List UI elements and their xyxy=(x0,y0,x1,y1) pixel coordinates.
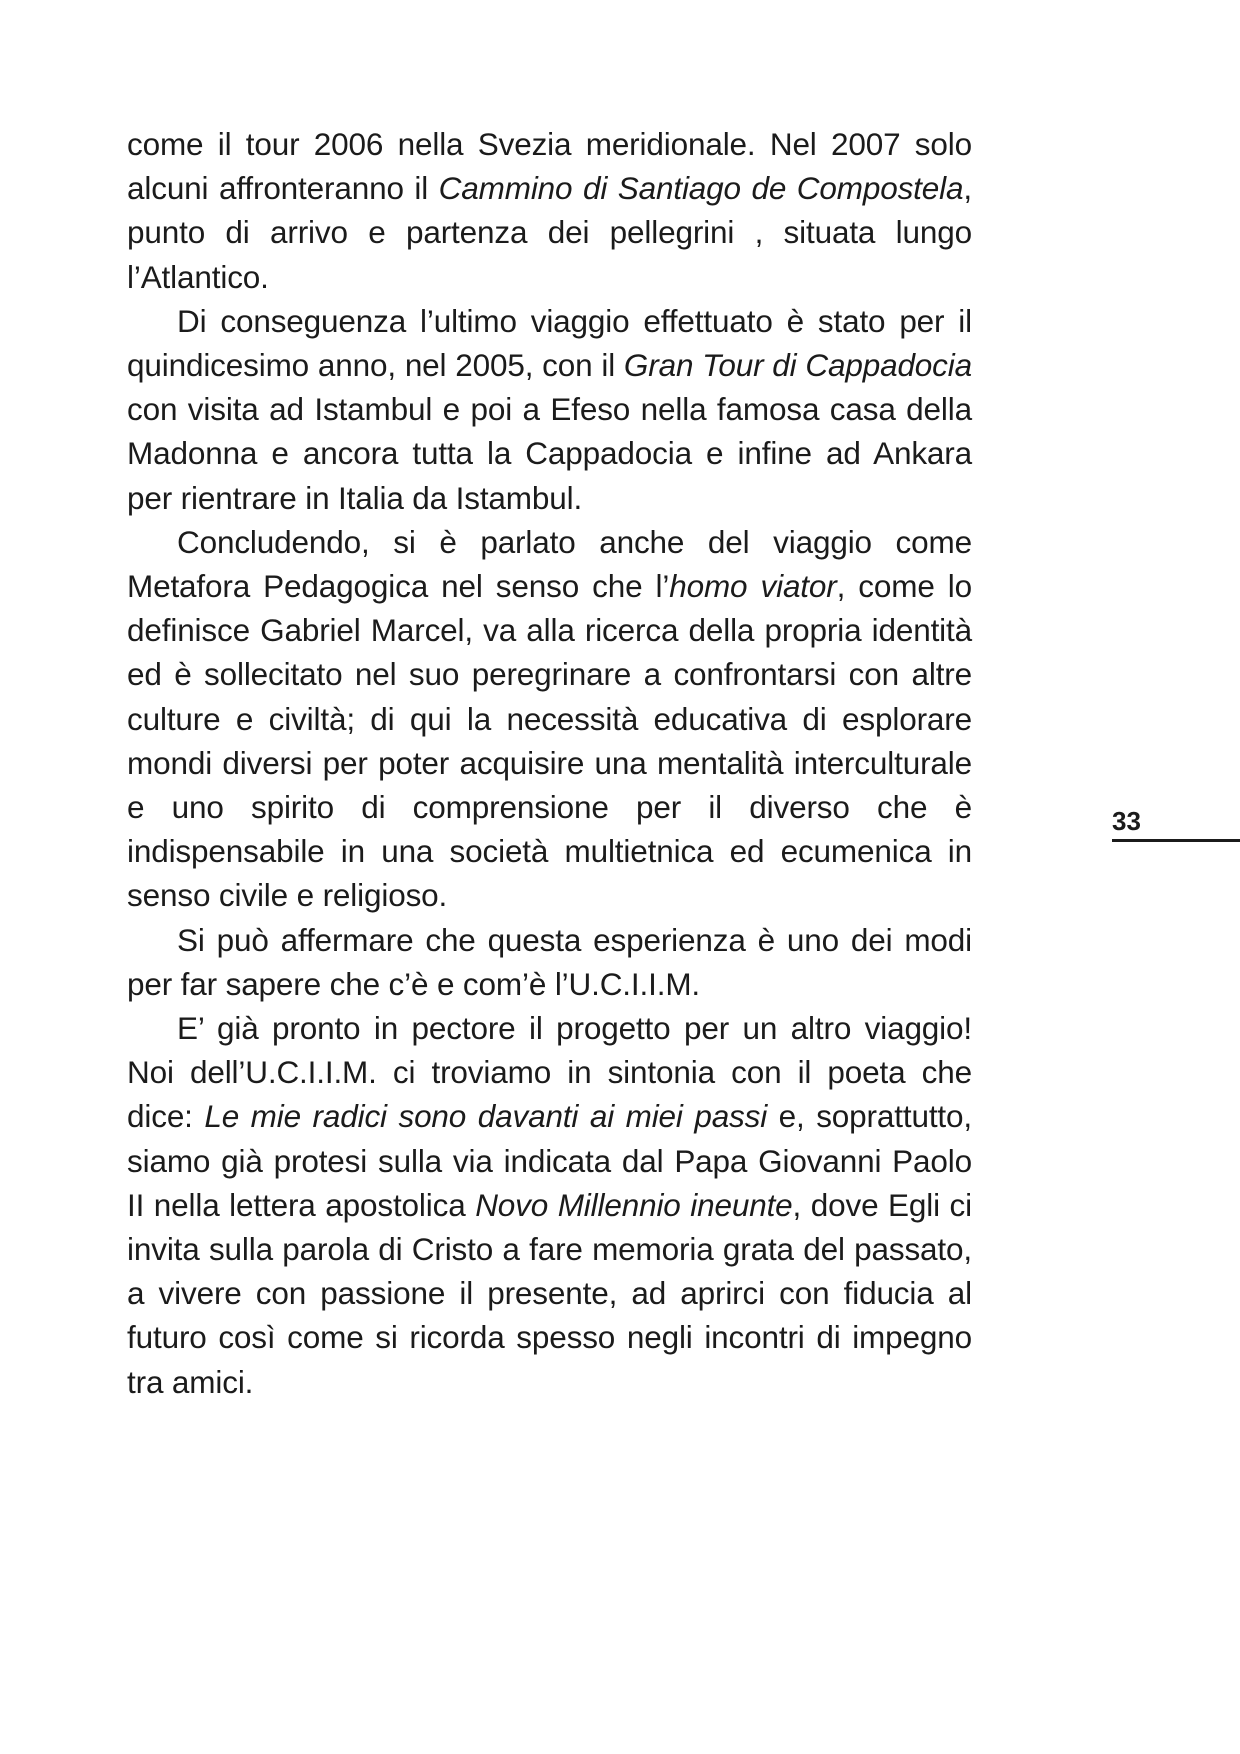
paragraph xyxy=(127,1006,972,1404)
text-run: , punto di arrivo e partenza dei pellegrini , situata lungo l’Atlantico. xyxy=(127,170,972,295)
italic-title-run: Gran Tour di Cappadocia xyxy=(623,347,972,384)
italic-title-run: homo viator xyxy=(669,568,837,605)
italic-title-run: Cammino di Santiago de Compostela xyxy=(438,170,964,207)
paragraph xyxy=(127,122,972,299)
italic-title-run: Novo Millennio ineunte xyxy=(475,1186,793,1223)
folio-rule xyxy=(1112,839,1240,842)
text-run: E’ già pronto in pectore il progetto per un altro viaggio! Noi dell’U.C.I.I.M. ci troviamo in sintonia con il poeta che dice: xyxy=(127,1010,972,1135)
text-run: e, soprattutto, siamo già protesi sulla via indicata dal Papa Giovanni Paolo II nella lettera apostolica xyxy=(127,1098,972,1223)
text-run: , dove Egli ci invita sulla parola di Cristo a fare memoria grata del passato, a vivere con passione il presente, ad aprirci con fiducia al futuro così come si ricorda spesso negli incontri di impegno tra amici. xyxy=(127,1186,972,1400)
text-run: con visita ad Istambul e poi a Efeso nella famosa casa della Madonna e ancora tutta la Cappadocia e infine ad Ankara per rientrare in Italia da Istambul. xyxy=(127,391,972,516)
body-text-column xyxy=(127,122,972,1404)
paragraph xyxy=(127,918,972,1006)
paragraph xyxy=(127,520,972,918)
text-run: Di conseguenza l’ultimo viaggio effettuato è stato per il quindicesimo anno, nel 2005, con il xyxy=(127,302,972,384)
italic-title-run: Le mie radici sono davanti ai miei passi xyxy=(204,1098,768,1135)
text-run: come il tour 2006 nella Svezia meridionale. Nel 2007 solo alcuni affronteranno il xyxy=(127,126,972,207)
paragraph xyxy=(127,299,972,520)
page-folio xyxy=(1112,806,1240,842)
page-number: 33 xyxy=(1112,806,1141,836)
text-run: Concludendo, si è parlato anche del viaggio come Metafora Pedagogica nel senso che l’ xyxy=(127,523,972,605)
text-run: Si può affermare che questa esperienza è uno dei modi per far sapere che c’è e com’è l’U.C.I.I.M. xyxy=(127,921,972,1002)
text-run: , come lo definisce Gabriel Marcel, va alla ricerca della propria identità ed è sollecitato nel suo peregrinare a confrontarsi con altre culture e civiltà; di qui la necessità educativa di esplorare mondi diversi per poter acquisire una mentalità interculturale e uno spirito di comprensione per il diverso che è indispensabile in una società multietnica ed ecumenica in senso civile e religioso. xyxy=(127,568,972,914)
